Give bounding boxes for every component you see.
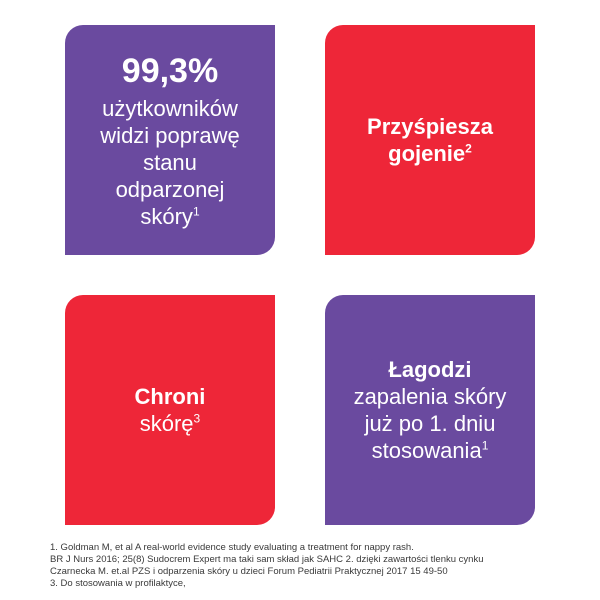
benefit-tile-soothes <box>325 295 535 525</box>
benefit-text-line-2: już po 1. dniu <box>364 411 496 436</box>
footnote-line-4: 3. Do stosowania w profilaktyce, <box>50 578 186 589</box>
footnotes <box>50 542 590 590</box>
stat-text-line-3: stanu <box>143 149 197 175</box>
footnote-ref: 1 <box>192 204 200 219</box>
benefit-heading: Chroni <box>134 384 206 409</box>
footnote-ref: 2 <box>465 141 472 156</box>
stat-value: 99,3% <box>121 51 219 90</box>
stat-text-line-5 <box>140 203 199 230</box>
stat-tile-improvement <box>65 25 275 255</box>
footnote-ref: 1 <box>481 438 489 453</box>
benefit-text-content: skórę <box>139 411 194 436</box>
benefit-text-line-3-text: stosowania <box>371 438 482 463</box>
stat-text-line-5-text: skóry <box>140 203 193 229</box>
benefit-heading-line-1: Przyśpiesza <box>367 114 493 139</box>
stat-text-line-2: widzi poprawę <box>100 122 240 148</box>
benefit-heading-line-2 <box>388 140 472 167</box>
footnote-line-3: Czarnecka M. et.al PZS i odparzenia skóry u dzieci Forum Pediatrii Praktycznej 2017 15 49-50 <box>50 566 448 577</box>
benefit-tile-protects <box>65 295 275 525</box>
benefit-tile-healing <box>325 25 535 255</box>
benefit-text-line-3 <box>372 437 489 464</box>
benefit-text-line-1: zapalenia skóry <box>353 384 507 409</box>
benefit-heading: Łagodzi <box>388 357 472 382</box>
footnote-ref: 3 <box>193 411 201 426</box>
stat-text-line-4: odparzonej <box>115 176 225 202</box>
stat-text-line-1: użytkowników <box>102 95 238 121</box>
footnote-line-2: BR J Nurs 2016; 25(8) Sudocrem Expert ma taki sam skład jak SAHC 2. dzięki zawartości tlenku cynku <box>50 554 484 565</box>
footnote-line-1: 1. Goldman M, et al A real-world evidence study evaluating a treatment for nappy rash. <box>50 542 414 553</box>
benefit-heading-line-2-text: gojenie <box>388 141 466 166</box>
benefit-text <box>140 410 200 437</box>
